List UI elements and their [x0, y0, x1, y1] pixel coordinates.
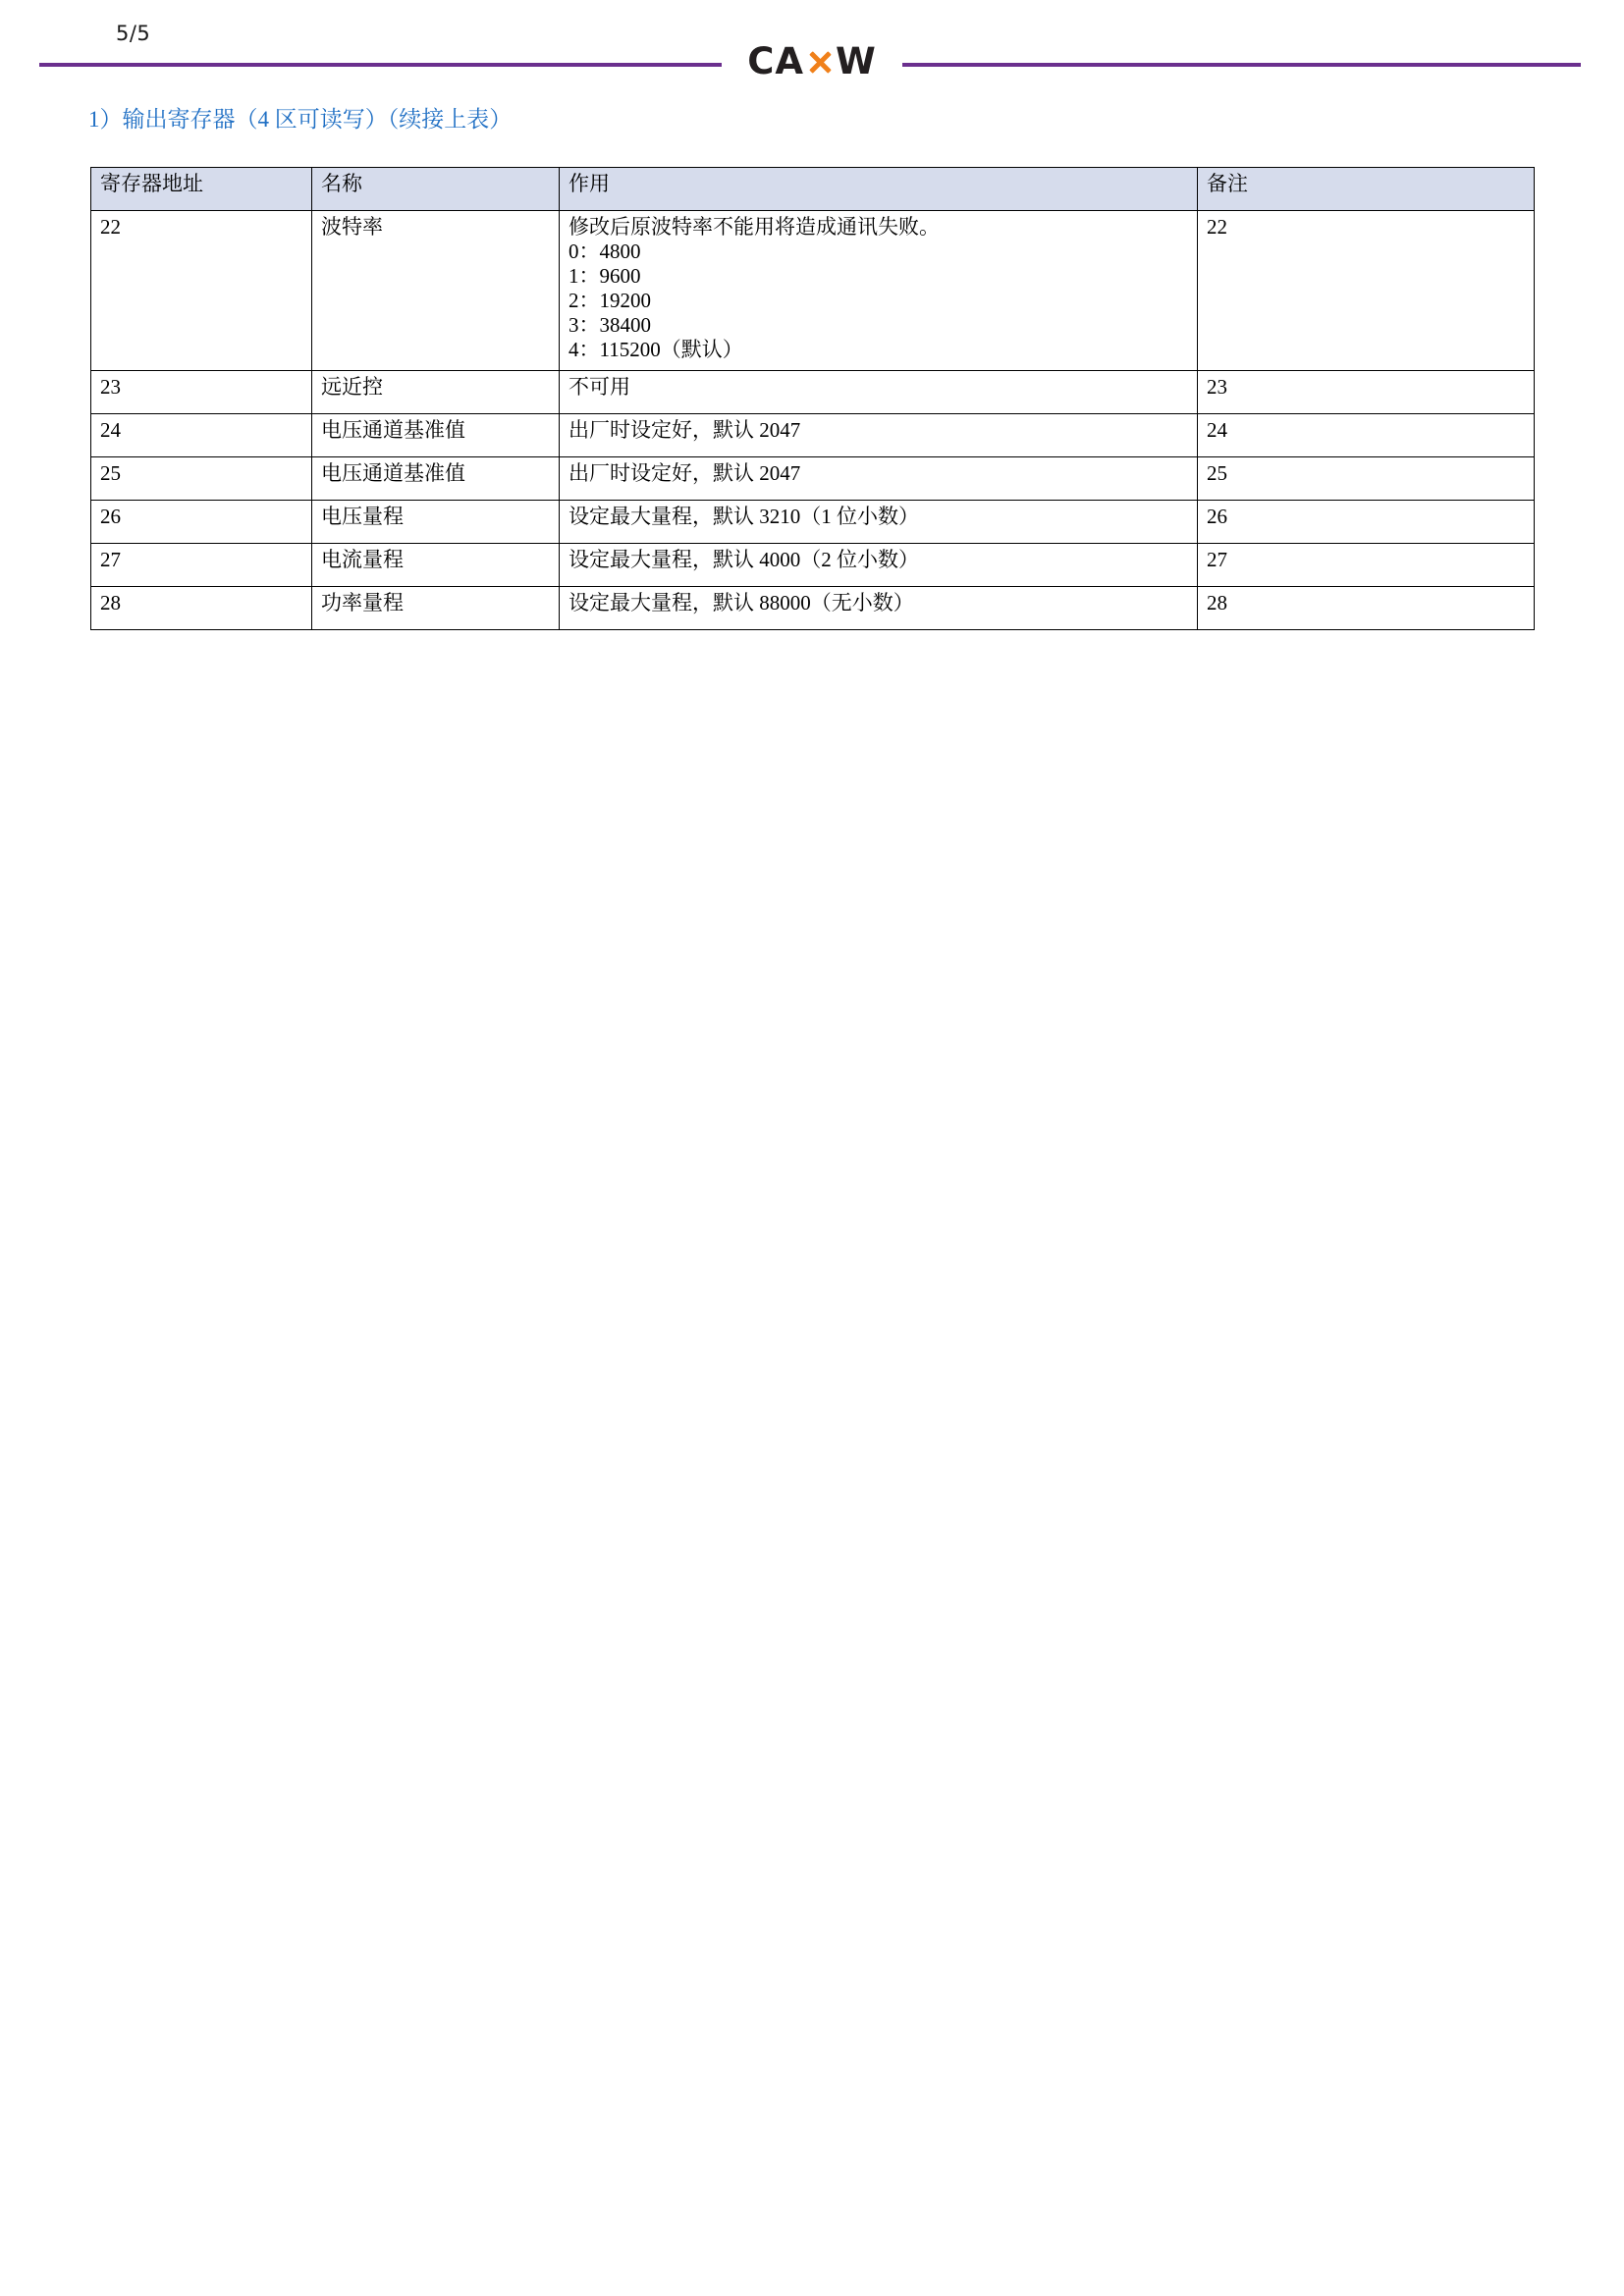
page-number: 5/5 [116, 22, 151, 45]
cell-function-line: 设定最大量程，默认 4000（2 位小数） [568, 548, 919, 571]
cell-address: 28 [91, 587, 312, 630]
cell-function-line: 4：115200（默认） [568, 338, 743, 361]
cell-address: 27 [91, 544, 312, 587]
x-cross-icon [805, 47, 835, 77]
cell-name: 电压通道基准值 [312, 457, 560, 501]
cell-address: 23 [91, 371, 312, 414]
cell-function-line: 设定最大量程，默认 88000（无小数） [568, 591, 914, 614]
cell-remark: 27 [1198, 544, 1535, 587]
cell-function [560, 371, 1198, 414]
cell-function-line: 不可用 [568, 375, 630, 399]
register-table [90, 167, 1535, 630]
brand-logo [0, 39, 1624, 84]
cell-function-line: 2：19200 [568, 289, 651, 312]
cell-function-line: 出厂时设定好，默认 2047 [568, 418, 801, 442]
cell-function-line: 3：38400 [568, 313, 651, 337]
cell-function-line: 修改后原波特率不能用将造成通讯失败。 [568, 215, 940, 239]
cell-name: 远近控 [312, 371, 560, 414]
cell-address: 24 [91, 414, 312, 457]
cell-remark: 25 [1198, 457, 1535, 501]
table-row [91, 457, 1535, 501]
logo-text-left: CA [747, 40, 804, 82]
cell-function-line: 1：9600 [568, 264, 641, 288]
table-body [91, 211, 1535, 630]
cell-function [560, 501, 1198, 544]
table-row [91, 544, 1535, 587]
cell-name: 波特率 [312, 211, 560, 371]
table-row [91, 587, 1535, 630]
cell-remark: 28 [1198, 587, 1535, 630]
cell-name: 电压量程 [312, 501, 560, 544]
column-header-address: 寄存器地址 [91, 168, 312, 211]
cell-function [560, 414, 1198, 457]
header-divider-rule [39, 63, 1581, 67]
cell-name: 电流量程 [312, 544, 560, 587]
cell-address: 25 [91, 457, 312, 501]
cell-remark: 24 [1198, 414, 1535, 457]
table-header-row [91, 168, 1535, 211]
cell-name: 功率量程 [312, 587, 560, 630]
cell-function-line: 0：4800 [568, 240, 641, 263]
cell-remark: 26 [1198, 501, 1535, 544]
section-title: 1）输出寄存器（4 区可读写）（续接上表） [88, 107, 513, 132]
register-table-container [90, 167, 1534, 630]
cell-address: 22 [91, 211, 312, 371]
column-header-function: 作用 [560, 168, 1198, 211]
cell-function [560, 544, 1198, 587]
table-row [91, 414, 1535, 457]
cell-function [560, 587, 1198, 630]
column-header-name: 名称 [312, 168, 560, 211]
logo-text-right: W [835, 40, 877, 82]
cell-function [560, 457, 1198, 501]
cell-address: 26 [91, 501, 312, 544]
cell-function [560, 211, 1198, 371]
table-row [91, 371, 1535, 414]
cell-function-line: 设定最大量程，默认 3210（1 位小数） [568, 505, 919, 528]
column-header-remark: 备注 [1198, 168, 1535, 211]
table-row [91, 211, 1535, 371]
cell-name: 电压通道基准值 [312, 414, 560, 457]
cell-function-line: 出厂时设定好，默认 2047 [568, 461, 801, 485]
cell-remark: 23 [1198, 371, 1535, 414]
cell-remark: 22 [1198, 211, 1535, 371]
table-row [91, 501, 1535, 544]
